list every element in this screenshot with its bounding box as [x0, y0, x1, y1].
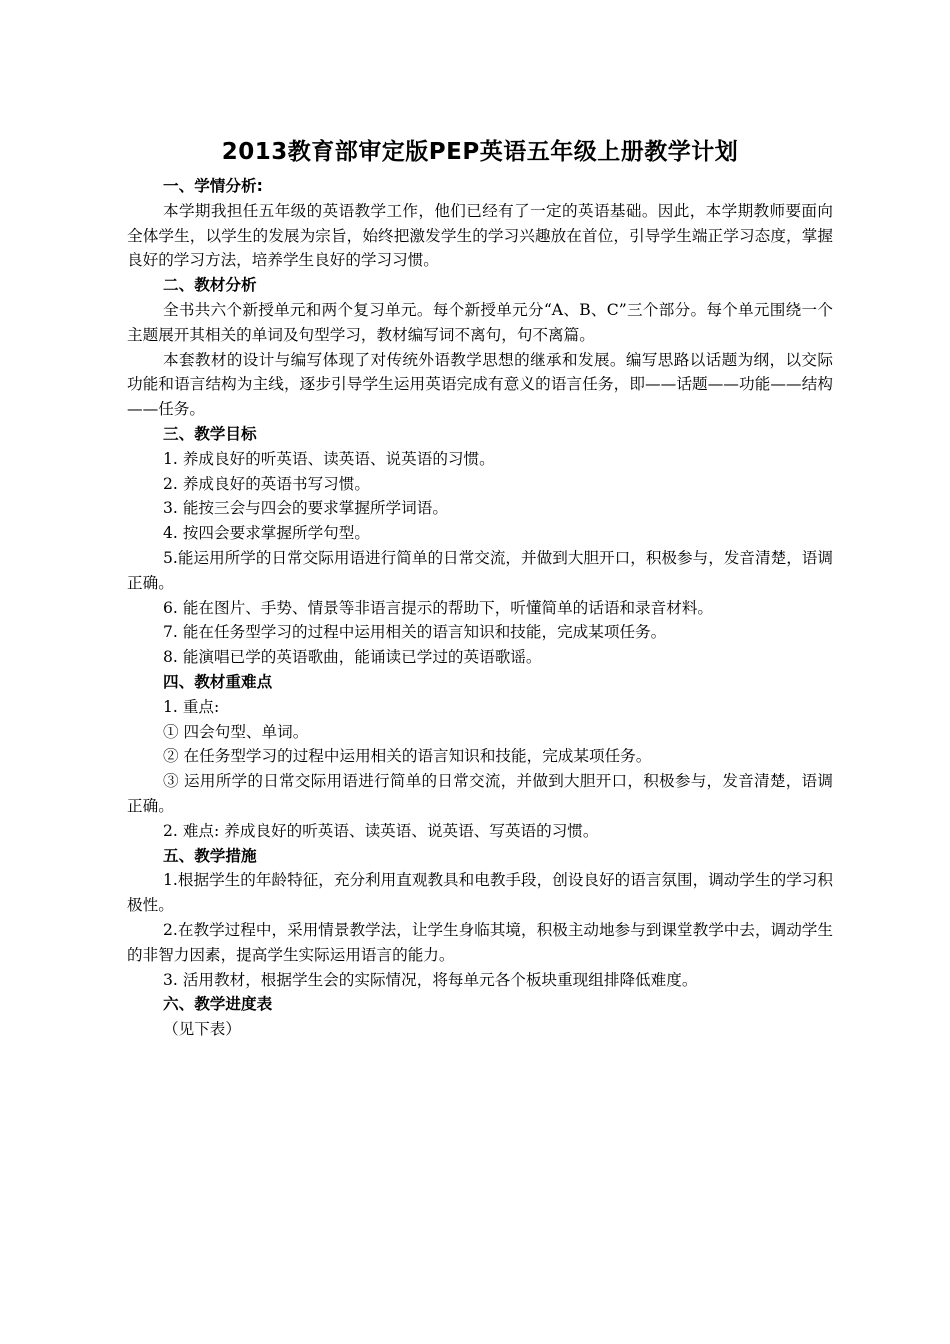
section-heading: 四、教材重难点: [163, 672, 273, 691]
list-item: 2.在教学过程中，采用情景教学法，让学生身临其境，积极主动地参与到课堂教学中去，调动学生的非智力因素，提高学生实际运用语言的能力。: [127, 920, 833, 964]
list-item: 2. 难点: 养成良好的听英语、读英语、说英语、写英语的习惯。: [163, 821, 599, 840]
list-item: ② 在任务型学习的过程中运用相关的语言知识和技能，完成某项任务。: [163, 747, 652, 766]
list-item: 6. 能在图片、手势、情景等非语言提示的帮助下，听懂简单的话语和录音材料。: [163, 598, 714, 617]
document-title: 2013教育部审定版PEP英语五年级上册教学计划: [221, 139, 739, 165]
list-item: 1. 养成良好的听英语、读英语、说英语的习惯。: [163, 449, 495, 468]
list-item: ① 四会句型、单词。: [163, 722, 309, 741]
section-learning-analysis: [127, 174, 833, 273]
list-item: （见下表）: [163, 1020, 241, 1039]
list-item: 7. 能在任务型学习的过程中运用相关的语言知识和技能，完成某项任务。: [163, 623, 667, 642]
section-heading: 六、教学进度表: [163, 995, 273, 1014]
section-teaching-goals: [127, 422, 833, 670]
section-key-difficult-points: [127, 670, 833, 844]
section-heading: 三、教学目标: [163, 424, 257, 443]
list-item: 1.根据学生的年龄特征，充分利用直观教具和电教手段，创设良好的语言氛围，调动学生的学习积极性。: [127, 871, 833, 915]
section-heading: 五、教学措施: [163, 846, 257, 865]
section-heading: 二、教材分析: [163, 276, 257, 295]
list-item: 5.能运用所学的日常交际用语进行简单的日常交流，并做到大胆开口，积极参与，发音清楚，语调正确。: [127, 548, 833, 592]
document-page: [127, 130, 833, 1042]
list-item: ③ 运用所学的日常交际用语进行简单的日常交流，并做到大胆开口，积极参与，发音清楚，语调正确。: [127, 772, 833, 815]
list-item: 8. 能演唱已学的英语歌曲，能诵读已学过的英语歌谣。: [163, 648, 542, 667]
list-item: 3. 活用教材，根据学生会的实际情况，将每单元各个板块重现组排降低难度。: [163, 970, 698, 989]
list-item: 4. 按四会要求掌握所学句型。: [163, 524, 370, 543]
section-schedule: [127, 992, 833, 1042]
list-item: 3. 能按三会与四会的要求掌握所学词语。: [163, 499, 448, 518]
list-item: 1. 重点:: [163, 697, 220, 716]
section-textbook-analysis: [127, 273, 833, 422]
paragraph: 全书共六个新授单元和两个复习单元。每个新授单元分“A、B、C”三个部分。每个单元围绕一个主题展开其相关的单词及句型学习，教材编写词不离句，句不离篇。: [127, 300, 833, 344]
paragraph: 本学期我担任五年级的英语教学工作，他们已经有了一定的英语基础。因此，本学期教师要面向全体学生，以学生的发展为宗旨，始终把激发学生的学习兴趣放在首位，引导学生端正学习态度，掌握良好的学习方法，培养学生良好的学习习惯。: [127, 201, 833, 270]
section-teaching-measures: [127, 844, 833, 993]
paragraph: 本套教材的设计与编写体现了对传统外语教学思想的继承和发展。编写思路以话题为纲，以交际功能和语言结构为主线，逐步引导学生运用英语完成有意义的语言任务，即——话题——功能——结构——任务。: [127, 350, 833, 419]
section-heading: 一、学情分析:: [163, 177, 263, 195]
list-item: 2. 养成良好的英语书写习惯。: [163, 474, 370, 493]
